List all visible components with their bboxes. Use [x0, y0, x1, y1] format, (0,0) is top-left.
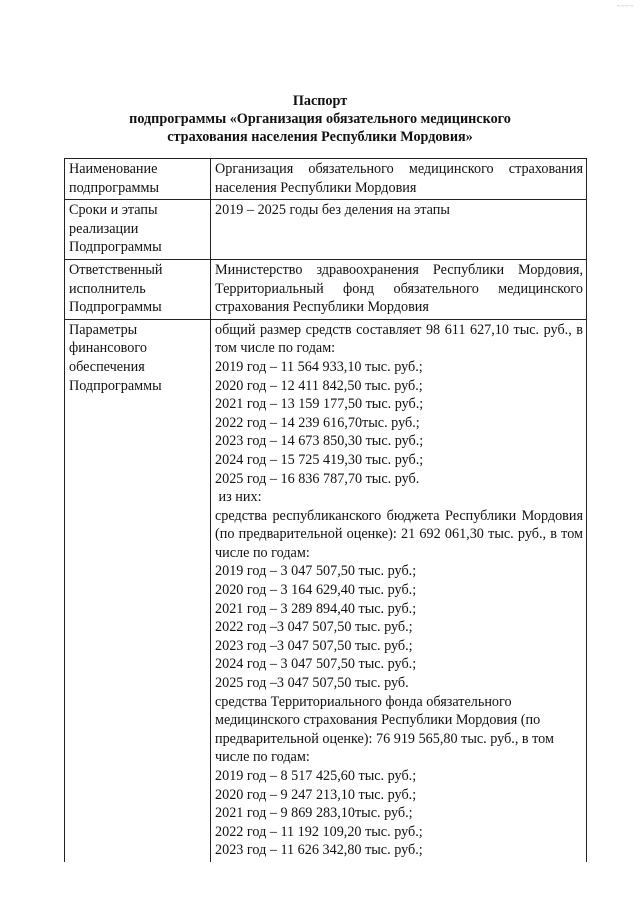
finance-year-line: 2023 год – 11 626 342,80 тыс. руб.;	[215, 842, 423, 859]
label-line: Подпрограммы	[69, 299, 162, 316]
finance-year-line: 2023 год – 14 673 850,30 тыс. руб.;	[215, 433, 424, 450]
finance-year-line: 2021 год – 13 159 177,50 тыс. руб.;	[215, 396, 424, 413]
finance-year-line: 2019 год – 11 564 933,10 тыс. руб.;	[215, 358, 423, 375]
finance-fund-years	[215, 767, 583, 860]
finance-year-line: 2020 год – 9 247 213,10 тыс. руб.;	[215, 786, 417, 803]
label-line: исполнитель	[69, 280, 146, 297]
label-line: Подпрограммы	[69, 239, 162, 256]
finance-year-line: 2020 год – 3 164 629,40 тыс. руб.;	[215, 582, 417, 599]
finance-fund-line: средства Территориального фонда обязательного	[215, 693, 512, 710]
finance-total-intro: общий размер средств составляет 98 611 627,10 тыс. руб., в том числе по годам:	[215, 321, 583, 357]
header-title: Паспорт	[292, 93, 348, 109]
value-cell-name: Организация обязательного медицинского страхования населения Республики Мордовия	[211, 159, 587, 200]
table-row-finance	[65, 319, 587, 862]
finance-of-them: из них:	[215, 489, 262, 506]
finance-fund-line: медицинского страхования Республики Мордовия (по	[215, 712, 541, 729]
label-line: финансового	[69, 340, 147, 357]
finance-year-line: 2021 год – 3 289 894,40 тыс. руб.;	[215, 600, 417, 617]
label-cell-finance	[65, 319, 211, 862]
finance-year-line: 2019 год – 8 517 425,60 тыс. руб.;	[215, 768, 417, 784]
table-row-name	[65, 159, 587, 200]
finance-total-years	[215, 358, 583, 488]
header-subtitle-line-1: подпрограммы «Организация обязательного медицинского	[129, 111, 511, 127]
label-line: реализации	[69, 220, 139, 237]
value-cell-executor: Министерство здравоохранения Республики Мордовия, Территориальный фонд обязательного медицинского страхования Республики Мордовия	[211, 259, 587, 319]
finance-year-line: 2021 год – 9 869 283,10тыс. руб.;	[215, 805, 413, 822]
label-line: Наименование	[69, 161, 158, 177]
passport-table	[64, 158, 587, 862]
label-line: Подпрограммы	[69, 377, 162, 394]
label-line: обеспечения	[69, 358, 145, 375]
label-cell-executor	[65, 259, 211, 319]
finance-fund-line: предварительной оценке): 76 919 565,80 тыс. руб., в том	[215, 730, 554, 747]
finance-year-line: 2020 год – 12 411 842,50 тыс. руб.;	[215, 377, 423, 394]
label-cell-name	[65, 159, 211, 200]
finance-year-line: 2019 год – 3 047 507,50 тыс. руб.;	[215, 563, 417, 580]
finance-year-line: 2022 год – 14 239 616,70тыс. руб.;	[215, 414, 420, 431]
value-cell-finance	[211, 319, 587, 862]
scan-corner-mark: ~~~~	[617, 4, 634, 10]
finance-year-line: 2024 год – 3 047 507,50 тыс. руб.;	[215, 656, 417, 673]
finance-year-line: 2025 год – 16 836 787,70 тыс. руб.	[215, 470, 420, 487]
finance-year-line: 2023 год –3 047 507,50 тыс. руб.;	[215, 637, 413, 654]
finance-republic-years	[215, 562, 583, 692]
finance-republic-budget: средства республиканского бюджета Республики Мордовия (по предварительной оценке): 21 692 061,30 тыс. руб., в том числе по годам:	[215, 507, 583, 561]
value-cell-terms: 2019 – 2025 годы без деления на этапы	[211, 200, 587, 260]
label-cell-terms	[65, 200, 211, 260]
finance-year-line: 2025 год –3 047 507,50 тыс. руб.	[215, 675, 409, 692]
label-line: Ответственный	[69, 261, 163, 278]
table-row-terms	[65, 200, 587, 260]
finance-fund-budget	[215, 693, 583, 767]
finance-year-line: 2022 год –3 047 507,50 тыс. руб.;	[215, 619, 413, 636]
label-line: Сроки и этапы	[69, 202, 158, 219]
finance-fund-line: числе по годам:	[215, 749, 310, 766]
header-subtitle-line-2: страхования населения Республики Мордовия»	[167, 129, 473, 145]
document-header	[0, 92, 640, 146]
label-line: подпрограммы	[69, 179, 159, 196]
table-row-executor	[65, 259, 587, 319]
label-line: Параметры	[69, 321, 138, 338]
finance-year-line: 2022 год – 11 192 109,20 тыс. руб.;	[215, 823, 423, 840]
finance-year-line: 2024 год – 15 725 419,30 тыс. руб.;	[215, 451, 424, 468]
